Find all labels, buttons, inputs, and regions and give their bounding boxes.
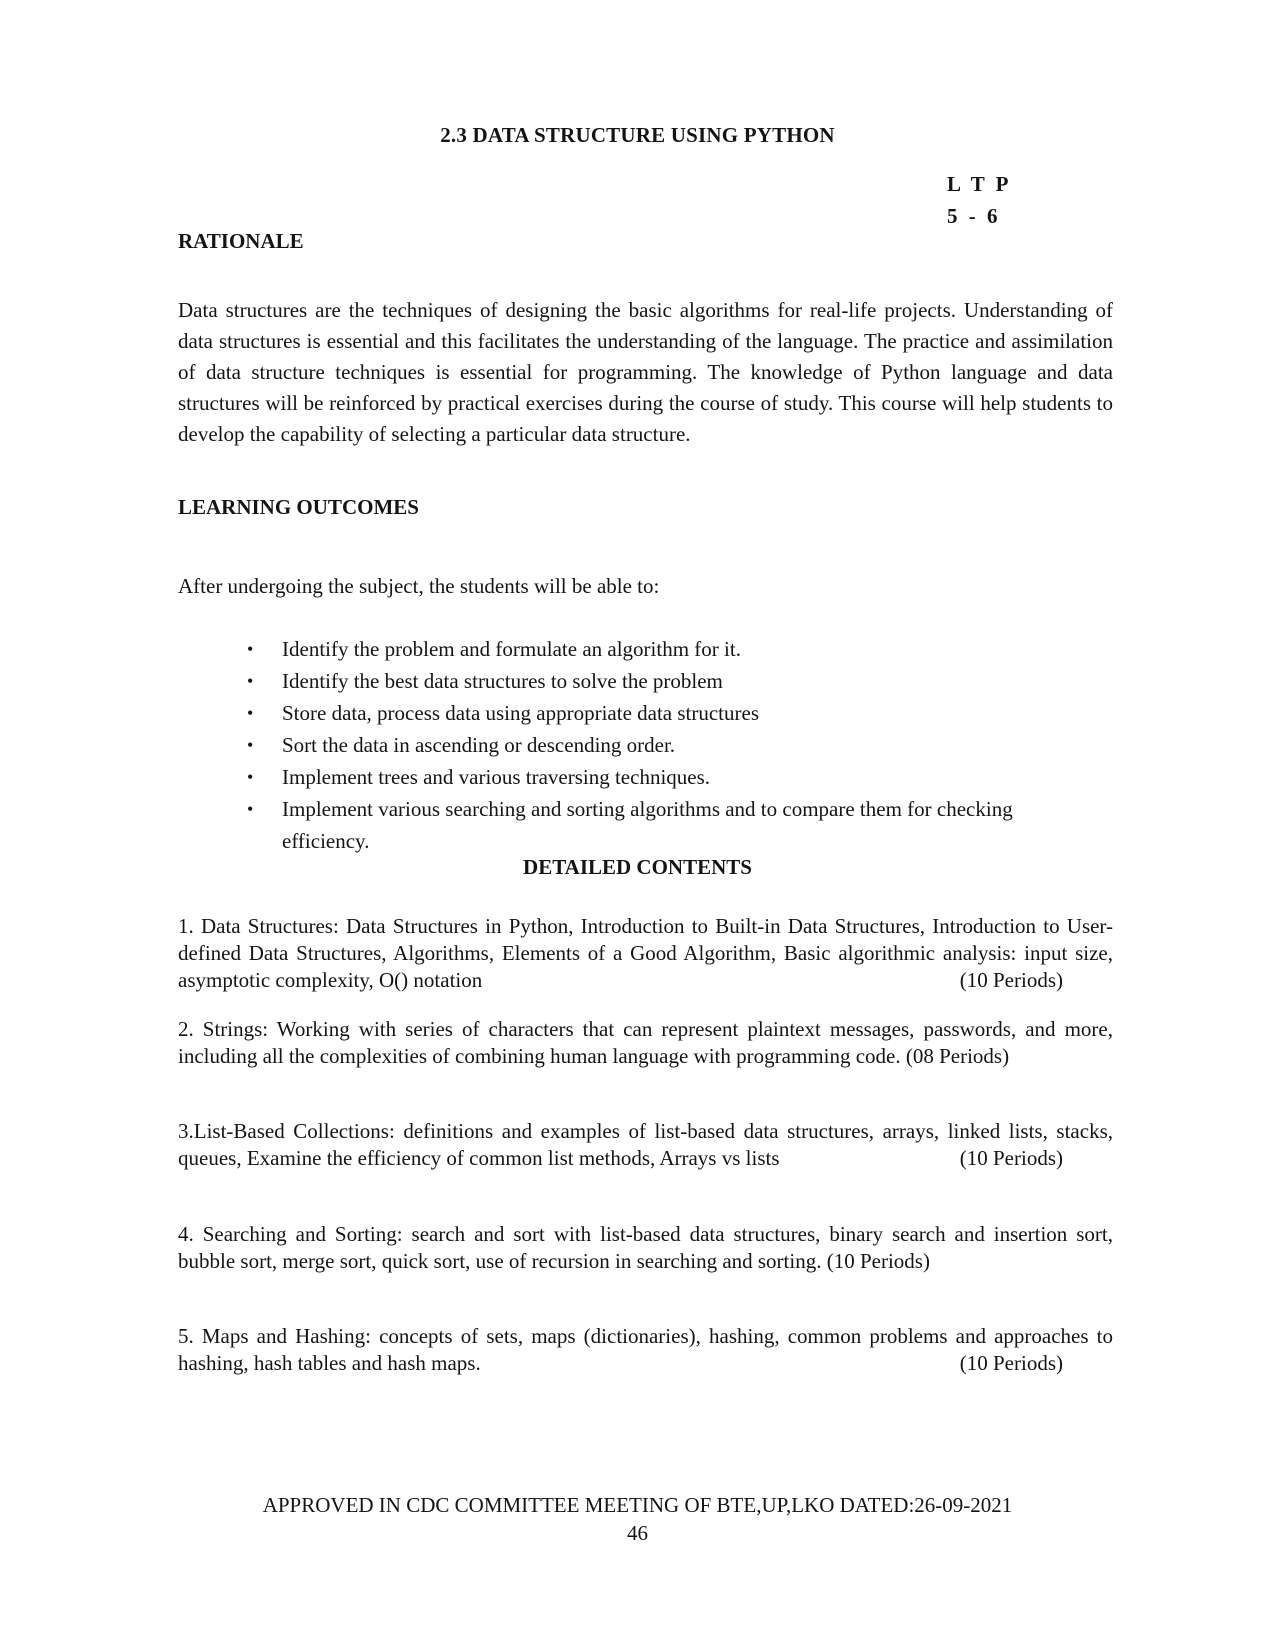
bullet-icon: • bbox=[247, 671, 254, 691]
ltp-values: 5 - 6 bbox=[947, 204, 998, 228]
content-item-periods: (10 Periods) bbox=[959, 1146, 1063, 1170]
content-item-4 bbox=[178, 1221, 1113, 1275]
bullet-icon: • bbox=[247, 767, 254, 787]
rationale-paragraph: Data structures are the techniques of designing the basic algorithms for real-life projects. Understanding of data structures is essential and this facilitates the understanding of the language. The practice and assimilation of data structure techniques is essential for programming. The knowledge of Python language and data structures will be reinforced by practical exercises during the course of study. This course will help students to develop the capability of selecting a particular data structure. bbox=[178, 298, 1113, 446]
content-item-3 bbox=[178, 1118, 1113, 1172]
content-item-text: 3.List-Based Collections: definitions and examples of list-based data structures, arrays, linked lists, stacks, queues, Examine the efficiency of common list methods, Arrays vs lists bbox=[178, 1119, 1113, 1170]
content-item-text: 2. Strings: Working with series of characters that can represent plaintext messages, passwords, and more, including all the complexities of combining human language with programming code. (08 Periods) bbox=[178, 1017, 1113, 1068]
page-footer bbox=[0, 1491, 1275, 1547]
content-item-periods: (10 Periods) bbox=[959, 968, 1063, 992]
rationale-heading: RATIONALE bbox=[178, 229, 304, 253]
list-item-text: Implement various searching and sorting algorithms and to compare them for checking efficiency. bbox=[282, 797, 1013, 853]
list-item-text: Store data, process data using appropriate data structures bbox=[282, 701, 760, 725]
learning-outcomes-lead: After undergoing the subject, the students will be able to: bbox=[178, 574, 660, 598]
learning-outcomes-heading: LEARNING OUTCOMES bbox=[178, 495, 419, 519]
bullet-icon: • bbox=[247, 735, 254, 755]
bullet-icon: • bbox=[247, 799, 254, 819]
list-item-text: Identify the problem and formulate an algorithm for it. bbox=[282, 637, 741, 661]
list-item bbox=[244, 665, 1104, 697]
list-item-text: Identify the best data structures to solve the problem bbox=[282, 669, 723, 693]
bullet-icon: • bbox=[247, 639, 254, 659]
detailed-contents-heading: DETAILED CONTENTS bbox=[523, 855, 752, 879]
ltp-header: L T P bbox=[947, 172, 1009, 196]
content-item-text: 1. Data Structures: Data Structures in Python, Introduction to Built-in Data Structures, Introduction to User-defined Data Structures, Algorithms, Elements of a Good Algorithm, Basic algorithmic analysis: input size, asymptotic complexity, O() notation bbox=[178, 914, 1113, 992]
list-item bbox=[244, 697, 1104, 729]
list-item bbox=[244, 761, 1104, 793]
list-item bbox=[244, 793, 1104, 857]
list-item bbox=[244, 729, 1104, 761]
content-item-2 bbox=[178, 1016, 1113, 1070]
page-title: 2.3 DATA STRUCTURE USING PYTHON bbox=[440, 123, 835, 147]
page-number: 46 bbox=[627, 1521, 648, 1545]
content-item-text: 4. Searching and Sorting: search and sort with list-based data structures, binary search and insertion sort, bubble sort, merge sort, quick sort, use of recursion in searching and sorting. (10 Periods) bbox=[178, 1222, 1113, 1273]
content-item-periods: (10 Periods) bbox=[959, 1351, 1063, 1375]
bullet-icon: • bbox=[247, 703, 254, 723]
approval-note: APPROVED IN CDC COMMITTEE MEETING OF BTE,UP,LKO DATED:26-09-2021 bbox=[262, 1493, 1013, 1517]
content-item-text: 5. Maps and Hashing: concepts of sets, maps (dictionaries), hashing, common problems and approaches to hashing, hash tables and hash maps. bbox=[178, 1324, 1113, 1375]
content-item-1 bbox=[178, 913, 1113, 994]
list-item-text: Sort the data in ascending or descending order. bbox=[282, 733, 676, 757]
content-item-5 bbox=[178, 1323, 1113, 1377]
list-item-text: Implement trees and various traversing techniques. bbox=[282, 765, 711, 789]
list-item bbox=[244, 633, 1104, 665]
learning-outcomes-list bbox=[244, 633, 1104, 857]
